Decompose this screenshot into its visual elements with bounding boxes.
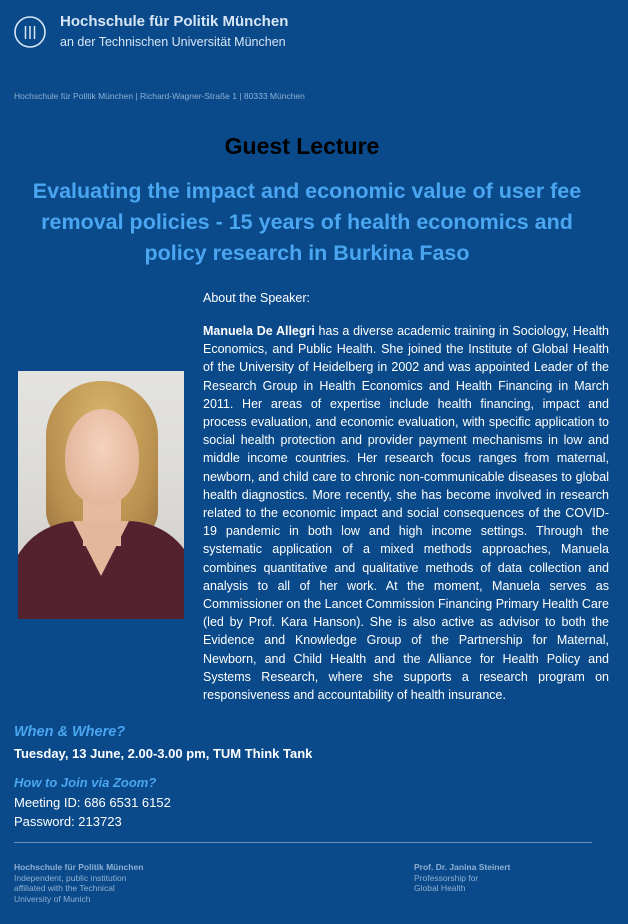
footer-contact-name: Prof. Dr. Janina Steinert bbox=[414, 862, 511, 872]
footer-institution-line: University of Munich bbox=[14, 893, 91, 904]
zoom-meeting-id[interactable]: Meeting ID: 686 6531 6152 bbox=[14, 795, 171, 810]
zoom-password[interactable]: Password: 213723 bbox=[14, 814, 122, 829]
speaker-photo bbox=[18, 371, 184, 619]
speaker-name: Manuela De Allegri bbox=[203, 324, 315, 338]
footer-contact-line: Global Health bbox=[414, 883, 466, 893]
zoom-heading: How to Join via Zoom? bbox=[14, 775, 157, 790]
university-logo-icon bbox=[14, 16, 46, 48]
footer-institution bbox=[14, 862, 143, 904]
speaker-bio bbox=[203, 322, 609, 704]
footer-contact bbox=[414, 862, 510, 894]
footer-institution-name: Hochschule für Politik München bbox=[14, 862, 144, 872]
footer-institution-line: affiliated with the Technical bbox=[14, 883, 115, 893]
address-line: Hochschule für Politik München | Richard-Wagner-Straße 1 | 80333 München bbox=[14, 91, 305, 101]
about-speaker-label: About the Speaker: bbox=[203, 291, 311, 305]
when-where-heading: When & Where? bbox=[14, 724, 126, 740]
footer-institution-line: Independent, public institution bbox=[14, 872, 127, 883]
event-datetime-location: Tuesday, 13 June, 2.00-3.00 pm, TUM Think Tank bbox=[14, 746, 313, 761]
footer-divider bbox=[14, 842, 592, 843]
institution-subtitle: an der Technischen Universität München bbox=[60, 35, 286, 49]
footer-contact-line: Professorship for bbox=[414, 872, 479, 883]
speaker-bio-text: has a diverse academic training in Sociology, Health Economics, and Public Health. She joined the Institute of Global Health of the University of Heidelberg in 2002 and was appointed Leader of the Research Group in Health Economics and Health Financing in March 2011. Her areas of expertise include health financing, impact and process evaluation, and economic evaluation, with specific application to social health protection and provider payment mechanisms in low and middle income countries. Her research focus ranges from maternal, newborn, and child care to chronic non-communicable diseases to global health diagnostics. More recently, she has become involved in research related to the economic impact and social consequences of the COVID-19 pandemic in both low and high income settings. Through the systematic application of a mixed methods approaches, Manuela combines quantitative and qualitative methods of data collection and analysis to all of her work. At the moment, Manuela serves as Commissioner on the Lancet Commission Financing Primary Health Care (led by Prof. Kara Hanson). She is also active as advisor to both the Evidence and Knowledge Group of the Partnership for Maternal, Newborn, and Child Health and the Alliance for Health Policy and Systems Research, where she supports a research program on responsiveness and accountability of health insurance. bbox=[203, 324, 609, 703]
header bbox=[14, 10, 614, 55]
institution-name: Hochschule für Politik München bbox=[60, 13, 289, 30]
lecture-title: Evaluating the impact and economic value of user fee removal policies - 15 years of health economics and policy research in Burkina Faso bbox=[32, 179, 582, 265]
event-kind-heading: Guest Lecture bbox=[224, 133, 380, 159]
